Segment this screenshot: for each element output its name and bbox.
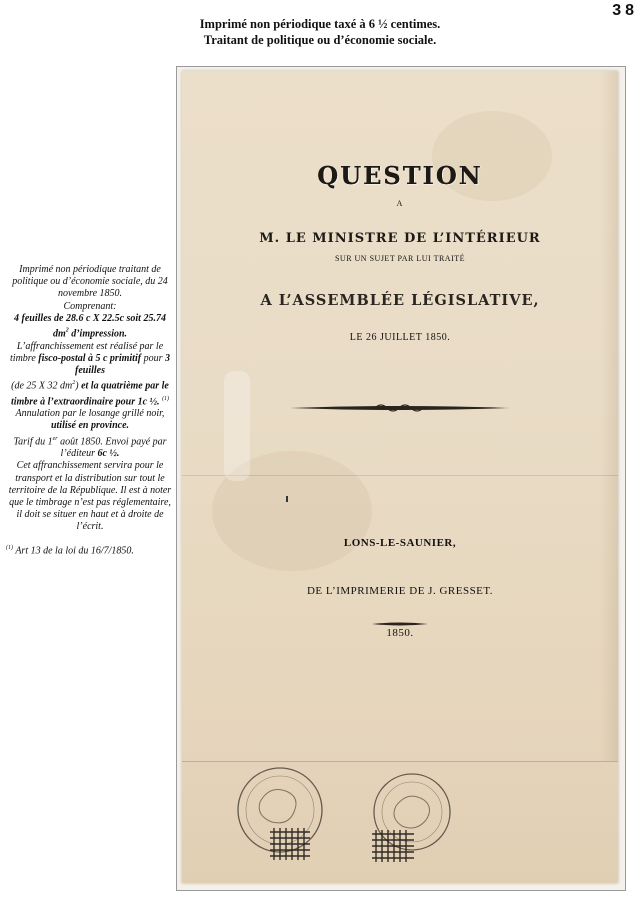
side-note-intro: Imprimé non périodique traitant de politique ou d’économie sociale, du 24 novembre 1850. [12, 264, 168, 300]
side-note [6, 264, 174, 557]
side-note-tariff-a: Tarif du 1 [13, 435, 53, 447]
document-a: A [396, 199, 404, 208]
side-note-sheets-b: d’impression. [68, 328, 128, 340]
document-place: LONS-LE-SAUNIER, [343, 537, 457, 549]
side-note-footnote [6, 542, 174, 558]
printer-mark [286, 496, 288, 502]
side-note-franking-b: fisco-postal à 5 c primitif [38, 352, 142, 364]
side-note-sheets [6, 313, 174, 341]
side-note-franking [6, 341, 174, 409]
side-note-franking-f: ) [75, 380, 79, 392]
extraordinary-stamp-icon [366, 770, 476, 880]
document-year: 1850. [386, 627, 414, 639]
side-note-cancel-b: utilisé en province. [50, 420, 130, 432]
header-line-2: Traitant de politique ou d’économie sociale. [203, 33, 437, 47]
header [150, 16, 490, 48]
side-note-sup-2: 2 [65, 328, 69, 335]
side-note-franking-c: pour [141, 352, 165, 364]
side-note-cancel-a: Annulation par le losange grillé noir, [15, 408, 165, 420]
document-minister: M. LE MINISTRE DE L’INTÉRIEUR [259, 231, 541, 246]
side-note-franking-a: L’affranchissement est réalisé par le timbre [10, 340, 164, 364]
side-note-sup-er: er [52, 435, 58, 442]
side-note-footnote-mark: (1) [6, 544, 13, 551]
faint-embossed-stamp [224, 371, 250, 481]
side-note-sup-2b: 2 [72, 380, 76, 387]
printed-document [182, 71, 618, 883]
side-note-footnote-text: Art 13 de la loi du 16/7/1850. [13, 544, 134, 556]
side-note-tariff [6, 433, 174, 461]
page-number: 38 [612, 2, 638, 19]
ornamental-rule [182, 401, 618, 415]
side-note-comprenant: Comprenant: [63, 300, 117, 312]
document-printer: DE L’IMPRIMERIE DE J. GRESSET. [306, 585, 494, 597]
side-note-franking-d: 3 feuilles [75, 352, 170, 376]
fisco-postal-stamp-icon [228, 762, 348, 872]
document-title: QUESTION [317, 161, 483, 190]
side-note-remarks: Cet affranchissement servira pour le transport et la distribution sur tout le territoire de la République. Il est à noter que le timbrage n’est pas réglementaire, il doit se situer en haut et à droite de l’écrit. [8, 460, 172, 533]
year-ornament [182, 615, 618, 623]
side-note-tariff-b: août 1850. Envoi payé par l’éditeur [57, 435, 167, 460]
ornamental-rule-icon [280, 401, 520, 415]
document-assembly: A L’ASSEMBLÉE LÉGISLATIVE, [260, 292, 540, 309]
side-note-franking-e: (de 25 X 32 dm [11, 380, 73, 392]
side-note-footnote-ref: (1) [162, 395, 170, 402]
side-note-sheets-a: 4 feuilles de 28.6 c X 22.5c soit 25.74 dm [14, 312, 166, 340]
document-subject: SUR UN SUJET PAR LUI TRAITÉ [334, 254, 466, 263]
side-note-tariff-c: 6c ½. [97, 448, 120, 460]
header-line-1: Imprimé non périodique taxé à 6 ½ centimes. [199, 17, 441, 31]
side-note-cancellation [6, 408, 174, 432]
stamp-area [182, 761, 618, 883]
side-note-franking-g: et la quatrième par le timbre à l’extraordinaire pour 1c ½. [10, 380, 169, 408]
document-date: LE 26 JUILLET 1850. [349, 332, 451, 343]
